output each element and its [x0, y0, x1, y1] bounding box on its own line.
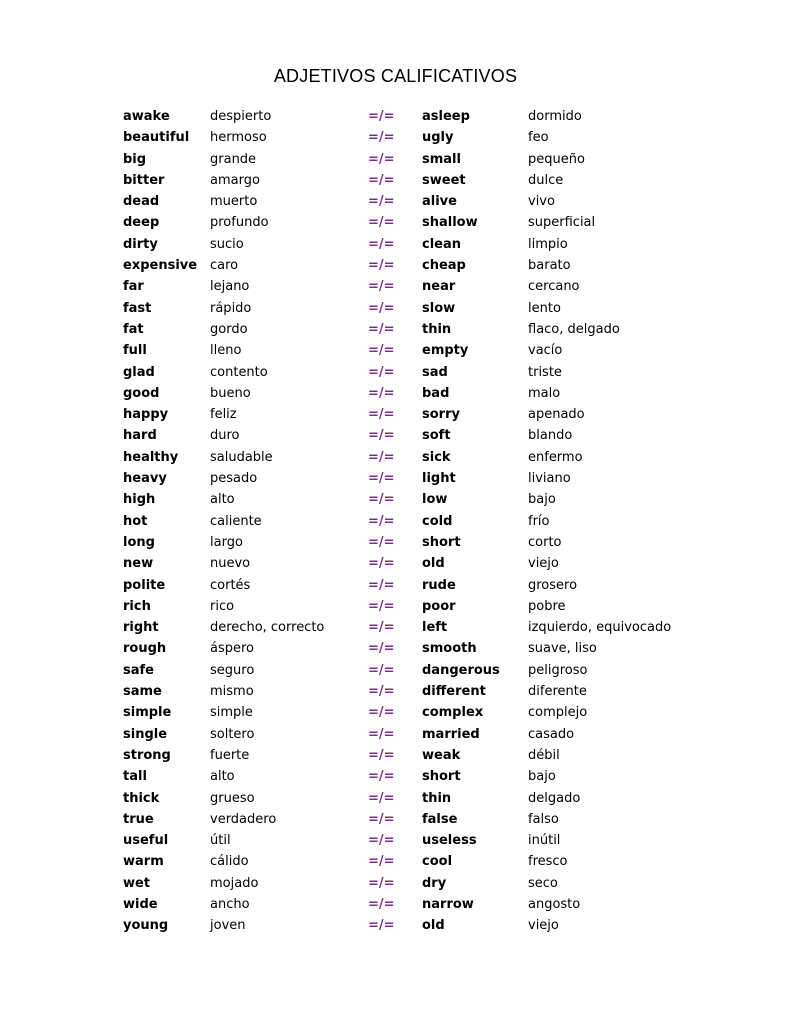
opposite-separator: =/= — [368, 833, 395, 849]
opposite-spanish: pequeño — [528, 151, 585, 167]
adjective-pair-row — [0, 702, 791, 723]
opposite-spanish: suave, liso — [528, 641, 597, 657]
adjective-pair-row — [0, 830, 791, 851]
adjective-spanish: cálido — [210, 854, 249, 870]
adjective-english: hot — [123, 513, 148, 529]
adjective-english: strong — [123, 747, 171, 763]
opposite-english: short — [422, 534, 461, 550]
opposite-spanish: blando — [528, 428, 573, 444]
adjective-spanish: sucio — [210, 236, 244, 252]
opposite-separator: =/= — [368, 918, 395, 934]
adjective-spanish: rápido — [210, 300, 252, 316]
opposite-english: alive — [422, 194, 457, 210]
adjective-spanish: mismo — [210, 684, 254, 700]
opposite-separator: =/= — [368, 321, 395, 337]
adjective-english: heavy — [123, 471, 167, 487]
adjective-spanish: feliz — [210, 407, 237, 423]
opposite-english: useless — [422, 833, 477, 849]
adjective-spanish: ancho — [210, 896, 250, 912]
adjective-english: deep — [123, 215, 160, 231]
adjective-pair-row — [0, 532, 791, 553]
adjective-pair-row — [0, 766, 791, 787]
opposite-separator: =/= — [368, 577, 395, 593]
adjective-pair-row — [0, 383, 791, 404]
adjective-pair-row — [0, 298, 791, 319]
opposite-separator: =/= — [368, 790, 395, 806]
adjective-pair-row — [0, 212, 791, 233]
adjective-english: simple — [123, 705, 172, 721]
adjective-spanish: alto — [210, 492, 235, 508]
adjective-spanish: simple — [210, 705, 253, 721]
adjective-english: rough — [123, 641, 167, 657]
adjective-spanish: lejano — [210, 279, 250, 295]
adjective-english: right — [123, 620, 159, 636]
opposite-spanish: feo — [528, 130, 549, 146]
opposite-separator: =/= — [368, 194, 395, 210]
adjective-pair-row — [0, 468, 791, 489]
adjective-english: big — [123, 151, 147, 167]
opposite-english: thin — [422, 790, 452, 806]
opposite-spanish: inútil — [528, 833, 561, 849]
adjective-spanish: pesado — [210, 471, 258, 487]
adjective-english: wet — [123, 875, 151, 891]
adjective-english: high — [123, 492, 156, 508]
opposite-spanish: dormido — [528, 109, 582, 124]
opposite-english: clean — [422, 236, 462, 252]
opposite-english: cheap — [422, 258, 466, 274]
opposite-separator: =/= — [368, 875, 395, 891]
adjective-spanish: grande — [210, 151, 257, 167]
adjective-pair-row — [0, 915, 791, 936]
opposite-separator: =/= — [368, 513, 395, 529]
adjective-pair-row — [0, 638, 791, 659]
opposite-spanish: casado — [528, 726, 575, 742]
adjective-english: glad — [123, 364, 155, 380]
adjective-english: far — [123, 279, 144, 295]
opposite-english: ugly — [422, 130, 454, 146]
adjective-spanish: rico — [210, 598, 235, 614]
opposite-spanish: triste — [528, 364, 562, 380]
opposite-english: narrow — [422, 896, 474, 912]
adjective-english: expensive — [123, 258, 198, 274]
opposite-spanish: vivo — [528, 194, 555, 210]
adjective-spanish: saludable — [210, 449, 273, 465]
adjective-english: useful — [123, 833, 169, 849]
adjective-pair-row — [0, 234, 791, 255]
opposite-spanish: bajo — [528, 769, 556, 785]
adjective-spanish: bueno — [210, 385, 251, 401]
adjective-spanish: fuerte — [210, 747, 250, 763]
adjective-spanish: útil — [210, 833, 231, 849]
opposite-separator: =/= — [368, 109, 395, 124]
opposite-spanish: cercano — [528, 279, 580, 295]
opposite-separator: =/= — [368, 662, 395, 678]
adjective-spanish: muerto — [210, 194, 258, 210]
opposite-english: empty — [422, 343, 469, 359]
opposite-english: weak — [422, 747, 461, 763]
adjective-spanish: mojado — [210, 875, 259, 891]
opposite-separator: =/= — [368, 811, 395, 827]
opposite-separator: =/= — [368, 620, 395, 636]
adjective-spanish: amargo — [210, 172, 260, 188]
opposite-spanish: angosto — [528, 896, 581, 912]
adjective-pair-row — [0, 553, 791, 574]
opposite-english: false — [422, 811, 458, 827]
adjective-english: safe — [123, 662, 154, 678]
opposite-english: cool — [422, 854, 453, 870]
opposite-separator: =/= — [368, 896, 395, 912]
opposite-spanish: malo — [528, 385, 561, 401]
opposite-english: light — [422, 471, 456, 487]
adjective-spanish: derecho, correcto — [210, 620, 325, 636]
adjective-english: dead — [123, 194, 160, 210]
opposite-separator: =/= — [368, 492, 395, 508]
adjective-pair-row — [0, 340, 791, 361]
adjective-spanish: largo — [210, 534, 243, 550]
adjective-english: good — [123, 385, 160, 401]
opposite-english: rude — [422, 577, 456, 593]
opposite-separator: =/= — [368, 343, 395, 359]
opposite-spanish: liviano — [528, 471, 571, 487]
adjective-spanish: lleno — [210, 343, 242, 359]
adjective-spanish: joven — [210, 918, 246, 934]
adjective-english: young — [123, 918, 169, 934]
opposite-separator: =/= — [368, 556, 395, 572]
opposite-separator: =/= — [368, 279, 395, 295]
adjective-english: happy — [123, 407, 169, 423]
adjective-spanish: áspero — [210, 641, 255, 657]
adjective-pair-row — [0, 511, 791, 532]
opposite-spanish: seco — [528, 875, 558, 891]
opposite-separator: =/= — [368, 172, 395, 188]
opposite-spanish: débil — [528, 747, 560, 763]
opposite-separator: =/= — [368, 705, 395, 721]
adjective-pair-row — [0, 788, 791, 809]
opposite-separator: =/= — [368, 534, 395, 550]
opposite-spanish: barato — [528, 258, 571, 274]
adjective-pair-row — [0, 362, 791, 383]
opposite-english: low — [422, 492, 448, 508]
adjective-spanish: profundo — [210, 215, 269, 231]
adjective-pair-row — [0, 404, 791, 425]
adjective-pair-row — [0, 276, 791, 297]
opposite-english: soft — [422, 428, 451, 444]
adjective-english: bitter — [123, 172, 165, 188]
adjective-english: same — [123, 684, 162, 700]
adjective-spanish: hermoso — [210, 130, 267, 146]
opposite-separator: =/= — [368, 385, 395, 401]
adjective-spanish: nuevo — [210, 556, 251, 572]
opposite-spanish: peligroso — [528, 662, 588, 678]
adjective-pair-row — [0, 596, 791, 617]
opposite-english: different — [422, 684, 486, 700]
adjective-pair-row — [0, 873, 791, 894]
opposite-english: small — [422, 151, 461, 167]
adjective-english: long — [123, 534, 155, 550]
opposite-separator: =/= — [368, 471, 395, 487]
adjective-english: fat — [123, 321, 144, 337]
opposite-separator: =/= — [368, 854, 395, 870]
adjective-pair-row — [0, 425, 791, 446]
opposite-english: sweet — [422, 172, 466, 188]
adjective-pair-row — [0, 106, 791, 127]
opposite-separator: =/= — [368, 449, 395, 465]
opposite-spanish: fresco — [528, 854, 568, 870]
adjective-english: thick — [123, 790, 160, 806]
opposite-english: poor — [422, 598, 456, 614]
adjective-english: new — [123, 556, 154, 572]
adjective-pair-row — [0, 681, 791, 702]
opposite-english: dry — [422, 875, 447, 891]
adjective-pair-row — [0, 894, 791, 915]
adjective-pair-row — [0, 724, 791, 745]
opposite-english: thin — [422, 321, 452, 337]
opposite-spanish: viejo — [528, 556, 559, 572]
adjective-pair-row — [0, 319, 791, 340]
adjective-english: fast — [123, 300, 152, 316]
adjective-spanish: caro — [210, 258, 239, 274]
adjective-english: wide — [123, 896, 158, 912]
adjective-pair-row — [0, 447, 791, 468]
adjective-spanish: gordo — [210, 321, 248, 337]
opposite-spanish: frío — [528, 513, 550, 529]
opposite-separator: =/= — [368, 726, 395, 742]
opposite-spanish: falso — [528, 811, 559, 827]
opposite-english: slow — [422, 300, 456, 316]
opposite-english: sorry — [422, 407, 460, 423]
adjective-spanish: verdadero — [210, 811, 277, 827]
adjective-spanish: contento — [210, 364, 268, 380]
adjective-table — [0, 106, 791, 937]
opposite-separator: =/= — [368, 407, 395, 423]
adjective-english: beautiful — [123, 130, 190, 146]
adjective-pair-row — [0, 809, 791, 830]
adjective-spanish: seguro — [210, 662, 255, 678]
adjective-english: hard — [123, 428, 157, 444]
opposite-spanish: dulce — [528, 172, 564, 188]
adjective-pair-row — [0, 489, 791, 510]
opposite-spanish: apenado — [528, 407, 585, 423]
opposite-spanish: bajo — [528, 492, 556, 508]
page-title: ADJETIVOS CALIFICATIVOS — [273, 66, 518, 86]
opposite-spanish: corto — [528, 534, 562, 550]
opposite-separator: =/= — [368, 258, 395, 274]
adjective-pair-row — [0, 149, 791, 170]
opposite-english: smooth — [422, 641, 477, 657]
opposite-spanish: superficial — [528, 215, 596, 231]
opposite-spanish: complejo — [528, 705, 588, 721]
adjective-pair-row — [0, 170, 791, 191]
adjective-english: polite — [123, 577, 166, 593]
opposite-spanish: flaco, delgado — [528, 321, 620, 337]
adjective-spanish: cortés — [210, 577, 251, 593]
opposite-separator: =/= — [368, 151, 395, 167]
adjective-english: warm — [123, 854, 164, 870]
adjective-pair-row — [0, 745, 791, 766]
adjective-english: dirty — [123, 236, 158, 252]
adjective-pair-row — [0, 660, 791, 681]
adjective-pair-row — [0, 617, 791, 638]
adjective-spanish: alto — [210, 769, 235, 785]
opposite-spanish: lento — [528, 300, 561, 316]
adjective-pair-row — [0, 851, 791, 872]
opposite-english: old — [422, 918, 445, 934]
opposite-spanish: grosero — [528, 577, 578, 593]
adjective-spanish: duro — [210, 428, 240, 444]
adjective-pair-row — [0, 255, 791, 276]
opposite-separator: =/= — [368, 215, 395, 231]
adjective-english: full — [123, 343, 147, 359]
opposite-english: asleep — [422, 109, 470, 124]
adjective-spanish: despierto — [210, 109, 272, 124]
opposite-spanish: enfermo — [528, 449, 583, 465]
opposite-english: bad — [422, 385, 450, 401]
opposite-spanish: izquierdo, equivocado — [528, 620, 672, 636]
opposite-separator: =/= — [368, 598, 395, 614]
opposite-spanish: delgado — [528, 790, 581, 806]
opposite-separator: =/= — [368, 130, 395, 146]
opposite-separator: =/= — [368, 364, 395, 380]
opposite-spanish: limpio — [528, 236, 568, 252]
adjective-english: true — [123, 811, 154, 827]
opposite-english: sad — [422, 364, 448, 380]
adjective-english: tall — [123, 769, 147, 785]
opposite-separator: =/= — [368, 236, 395, 252]
opposite-separator: =/= — [368, 747, 395, 763]
adjective-english: single — [123, 726, 168, 742]
opposite-english: dangerous — [422, 662, 500, 678]
adjective-english: rich — [123, 598, 151, 614]
opposite-english: left — [422, 620, 448, 636]
adjective-spanish: grueso — [210, 790, 255, 806]
opposite-spanish: viejo — [528, 918, 559, 934]
opposite-separator: =/= — [368, 684, 395, 700]
adjective-pair-row — [0, 575, 791, 596]
opposite-spanish: pobre — [528, 598, 566, 614]
opposite-english: old — [422, 556, 445, 572]
adjective-spanish: soltero — [210, 726, 255, 742]
opposite-english: sick — [422, 449, 451, 465]
adjective-pair-row — [0, 191, 791, 212]
opposite-english: short — [422, 769, 461, 785]
adjective-pair-row — [0, 127, 791, 148]
adjective-english: awake — [123, 109, 170, 124]
opposite-spanish: diferente — [528, 684, 587, 700]
opposite-separator: =/= — [368, 641, 395, 657]
opposite-separator: =/= — [368, 769, 395, 785]
opposite-separator: =/= — [368, 300, 395, 316]
opposite-english: married — [422, 726, 480, 742]
opposite-english: shallow — [422, 215, 478, 231]
opposite-separator: =/= — [368, 428, 395, 444]
opposite-english: cold — [422, 513, 453, 529]
adjective-spanish: caliente — [210, 513, 262, 529]
adjective-english: healthy — [123, 449, 179, 465]
opposite-english: near — [422, 279, 456, 295]
opposite-spanish: vacío — [528, 343, 563, 359]
opposite-english: complex — [422, 705, 484, 721]
